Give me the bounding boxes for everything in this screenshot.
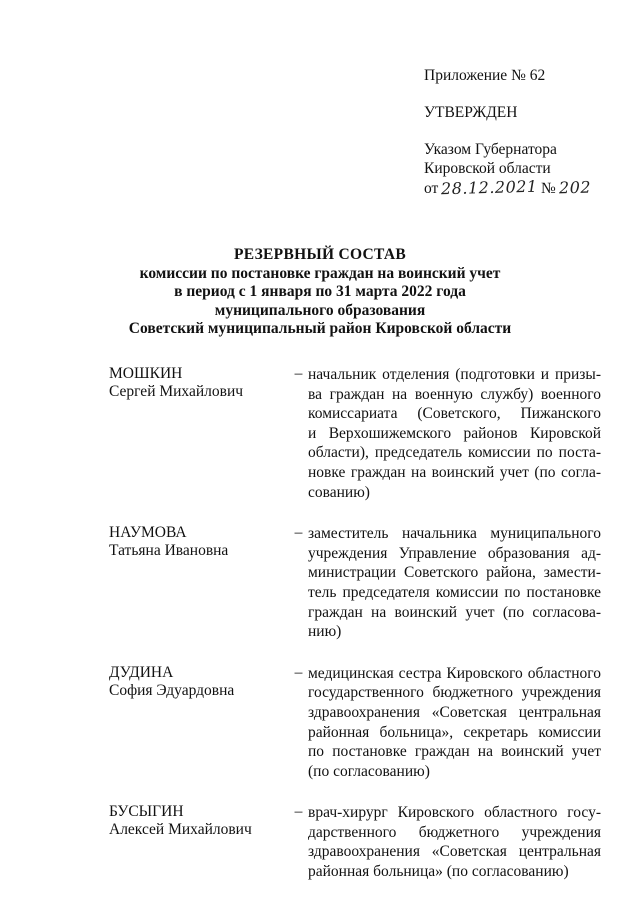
role-line: области), председатель комиссии по поста- xyxy=(308,444,601,462)
approved-by-line-1: Указом Губернатора xyxy=(424,141,557,158)
member-given-name: Алексей Михайлович xyxy=(109,821,252,839)
handwritten-number: 202 xyxy=(558,177,592,198)
role-line: учреждения Управление образования ад- xyxy=(308,544,601,562)
role-line: и Верхошижемского районов Кировской xyxy=(308,424,601,442)
role-line: врач-хирург Кировского областного госу- xyxy=(308,804,601,822)
document-title-block xyxy=(0,246,640,339)
member-role xyxy=(308,365,601,502)
role-line: граждан на воинский учет (по согласова- xyxy=(308,603,601,621)
title-line-1: комиссии по постановке граждан на воинский учет xyxy=(139,264,501,282)
role-line: комиссариата (Советского, Пижанского xyxy=(308,405,601,423)
role-line: тель председателя комиссии по постановке xyxy=(308,583,601,601)
role-line: (по согласованию) xyxy=(308,762,430,780)
handwritten-date: 28.12.2021 xyxy=(441,176,539,199)
role-line: ва граждан на военную службу) военного xyxy=(308,385,601,403)
role-line: здравоохранения «Советская центральная xyxy=(308,703,601,721)
role-line: районная больница» (по согласованию) xyxy=(308,863,569,881)
member-surname: НАУМОВА xyxy=(109,524,187,542)
member-surname: ДУДИНА xyxy=(109,663,174,681)
role-line: дарственного бюджетного учреждения xyxy=(308,823,601,841)
document-title: РЕЗЕРВНЫЙ СОСТАВ xyxy=(233,246,407,263)
approval-stamp-block xyxy=(424,66,624,198)
member-role xyxy=(308,524,601,642)
member-name xyxy=(109,524,289,642)
title-line-4: Советский муниципальный район Кировской области xyxy=(128,320,512,337)
member-role xyxy=(308,664,601,782)
member-given-name: Татьяна Ивановна xyxy=(109,542,229,560)
approved-heading: УТВЕРЖДЕН xyxy=(424,104,518,121)
member-row xyxy=(109,524,601,642)
member-row xyxy=(109,803,601,881)
member-name xyxy=(109,365,289,502)
member-row xyxy=(109,365,601,502)
role-line: районная больница», секретарь комиссии xyxy=(308,723,601,741)
dash-separator: – xyxy=(294,365,303,382)
member-given-name: Сергей Михайлович xyxy=(109,383,244,400)
dash-separator: – xyxy=(294,803,303,821)
role-line: здравоохранения «Советская центральная xyxy=(308,843,601,861)
decree-date-number xyxy=(424,178,624,198)
role-line: заместитель начальника муниципального xyxy=(308,525,601,543)
role-line: медицинская сестра Кировского областного xyxy=(308,664,601,682)
member-surname: МОШКИН xyxy=(109,365,183,382)
dash-separator: – xyxy=(294,524,303,542)
dash-separator: – xyxy=(294,663,303,681)
role-line: нию) xyxy=(308,623,342,641)
member-given-name: София Эдуардовна xyxy=(109,681,235,699)
member-row xyxy=(109,664,601,782)
approved-by-line-2: Кировской области xyxy=(424,160,551,177)
annex-number: Приложение № 62 xyxy=(424,67,546,84)
member-name xyxy=(109,803,289,881)
member-name xyxy=(109,664,289,782)
member-surname: БУСЫГИН xyxy=(109,803,184,821)
role-line: начальник отделения (подготовки и призы- xyxy=(308,366,601,383)
role-line: сованию) xyxy=(308,483,370,501)
role-line: по постановке граждан на воинский учет xyxy=(308,743,601,761)
date-prefix: от xyxy=(424,180,439,197)
number-prefix: № xyxy=(540,180,556,197)
title-line-2: в период с 1 января по 31 марта 2022 года xyxy=(174,283,466,300)
role-line: государственного бюджетного учреждения xyxy=(308,684,601,702)
member-role xyxy=(308,803,601,881)
member-list xyxy=(109,365,601,904)
role-line: министрации Советского района, замести- xyxy=(308,564,601,582)
role-line: новке граждан на воинский учет (по согла- xyxy=(308,463,601,481)
title-line-3: муниципального образования xyxy=(214,301,426,319)
